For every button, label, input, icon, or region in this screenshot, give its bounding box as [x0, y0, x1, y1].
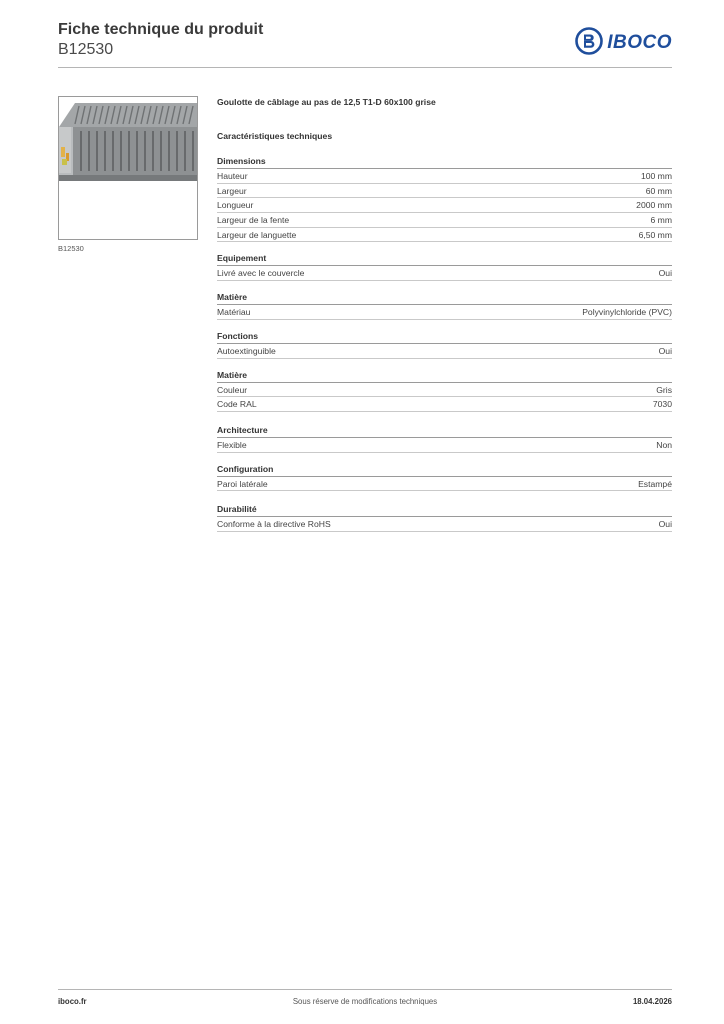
spec-label: Livré avec le couvercle — [217, 268, 305, 279]
spec-value: 100 mm — [640, 171, 672, 181]
spec-row — [217, 438, 672, 453]
spec-value: Oui — [658, 345, 672, 356]
image-caption: B12530 — [58, 244, 84, 253]
spec-label: Code RAL — [217, 399, 257, 410]
spec-row — [217, 517, 672, 532]
spec-row — [217, 383, 672, 398]
iboco-logo-icon — [575, 27, 603, 60]
spec-group — [217, 369, 672, 412]
spec-group-title: Dimensions — [217, 155, 672, 169]
brand-logo — [575, 28, 672, 58]
spec-label: Hauteur — [217, 171, 248, 181]
product-name: Goulotte de câblage au pas de 12,5 T1-D 60x100 grise — [217, 97, 436, 107]
spec-label: Largeur de languette — [217, 229, 297, 240]
spec-heading: Caractéristiques techniques — [217, 131, 333, 141]
spec-row — [217, 305, 672, 320]
spec-group — [217, 252, 672, 281]
spec-label: Paroi latérale — [217, 478, 268, 489]
spec-group-title: Matière — [217, 291, 672, 305]
spec-label: Autoextinguible — [217, 345, 276, 356]
footer-site: iboco.fr — [58, 997, 87, 1006]
spec-group — [217, 291, 672, 320]
document-header — [58, 20, 672, 68]
spec-group — [217, 503, 672, 532]
spec-value: Non — [656, 439, 672, 450]
cable-duct-product-image — [59, 226, 197, 240]
spec-value: Estampé — [638, 478, 672, 489]
footer-divider — [58, 989, 672, 990]
spec-label: Largeur de la fente — [217, 215, 290, 226]
spec-row — [217, 198, 672, 213]
footer-date: 18.04.2026 — [632, 997, 672, 1006]
spec-row — [217, 477, 672, 492]
spec-label: Couleur — [217, 384, 248, 395]
spec-row — [217, 228, 672, 243]
spec-group-title: Matière — [217, 369, 672, 383]
spec-group-title: Fonctions — [217, 330, 672, 344]
spec-groups — [217, 155, 672, 532]
product-code: B12530 — [58, 41, 114, 58]
spec-group — [217, 155, 672, 242]
spec-label: Largeur — [217, 185, 247, 196]
spec-group-title: Configuration — [217, 463, 672, 477]
spec-row — [217, 397, 672, 412]
spec-value: 60 mm — [645, 185, 672, 196]
spec-label: Longueur — [217, 200, 254, 211]
spec-row — [217, 184, 672, 199]
spec-value: 2000 mm — [636, 200, 672, 211]
spec-value: 7030 — [652, 399, 672, 410]
document-title: Fiche technique du produit — [58, 21, 264, 38]
spec-group-title: Equipement — [217, 252, 672, 266]
spec-group-title: Durabilité — [217, 503, 672, 517]
spec-row — [217, 213, 672, 228]
spec-label: Flexible — [217, 439, 247, 450]
spec-label: Matériau — [217, 307, 251, 318]
spec-label: Conforme à la directive RoHS — [217, 519, 331, 530]
spec-group-title: Architecture — [217, 424, 672, 438]
spec-group — [217, 424, 672, 453]
spec-row — [217, 169, 672, 184]
product-image — [58, 96, 198, 240]
spec-row — [217, 266, 672, 281]
logo-wordmark: IBOCO — [607, 32, 672, 53]
spec-value: Oui — [658, 268, 672, 279]
spec-row — [217, 344, 672, 359]
header-divider — [58, 67, 672, 68]
spec-content — [217, 96, 672, 532]
spec-group — [217, 463, 672, 492]
spec-value: 6,50 mm — [638, 229, 672, 240]
footer — [58, 997, 672, 1009]
spec-value: 6 mm — [650, 215, 672, 226]
footer-note: Sous réserve de modifications techniques — [292, 997, 438, 1006]
spec-value: Oui — [658, 519, 672, 530]
spec-value: Gris — [656, 384, 672, 395]
spec-group — [217, 330, 672, 359]
spec-value: Polyvinylchloride (PVC) — [582, 307, 672, 318]
